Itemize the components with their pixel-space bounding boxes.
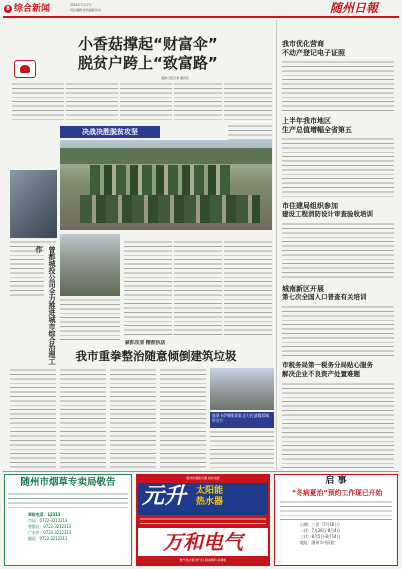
right-story5-body: [282, 382, 394, 468]
page-number-badge: 8: [4, 5, 12, 13]
right-story3-body: [282, 222, 394, 280]
lead-byline: 随州日报记者 通讯员: [161, 76, 189, 80]
city-governance-photo: [60, 234, 120, 296]
section-title: 综合新闻: [14, 4, 51, 14]
lead-photo: [60, 140, 272, 230]
mid-photo-caption-box: 凯莱卡萨摄影团队全力打造精彩城市名片: [210, 412, 274, 428]
phone-line-4: 广水市：0722-3212313: [28, 530, 72, 535]
appliance-ad-top: 随州市最新优惠 热线电话: [186, 476, 220, 480]
right-story4-subhead: 第七次全国人口普查有关培训: [282, 293, 367, 301]
campaign-tag-bar: 决战决胜脱贫攻坚: [60, 126, 160, 138]
brand-wanhe-products: 燃气热水器 燃气灶 吸油烟机 消毒柜: [179, 558, 227, 562]
tobacco-ad-title: 随州市烟草专卖局敬告: [20, 477, 116, 488]
mid-kicker: 紧抓攻坚 精准执法: [124, 340, 166, 346]
schedule-line-4: 地址：随州市中医院: [300, 540, 335, 545]
lead-body-col3: [120, 82, 172, 122]
mid-headline: 我市重拳整治随意倾倒建筑垃圾: [75, 349, 237, 363]
mid-photo-caption-body: [210, 430, 274, 468]
right-story2-headline: 上半年我市地区: [282, 117, 331, 125]
lead-body-col5: [224, 82, 272, 122]
mid-body-col4: [160, 368, 206, 468]
mid-body-col3: [110, 368, 156, 468]
mid-story-col1: [124, 240, 172, 338]
notice-ad: [274, 474, 398, 566]
right-column-divider: [276, 20, 277, 470]
photo-caption-block: [60, 298, 120, 340]
tobacco-ad-body: [8, 492, 128, 510]
brand-yuansheng-product: 太阳能 热水器: [196, 486, 224, 507]
editor-credits: 责任编辑 美术编辑 校对: [70, 8, 102, 12]
phone-line-2: 市局：0722-3212313: [28, 518, 68, 523]
right-story2-body: [282, 137, 394, 197]
mid-photo: [210, 368, 274, 410]
phone-line-3: 曾都区：0722-3212313: [28, 524, 72, 529]
mid-body-col2: [60, 368, 106, 468]
right-story5-headline: 市税务局第一税务分局贴心服务: [282, 361, 373, 369]
mid-body-col1: [10, 368, 56, 468]
left-story-photo: [10, 170, 57, 238]
lead-body-col4: [174, 82, 222, 122]
masthead-rule: [3, 16, 399, 18]
brand-wanhe: 万和电气: [163, 530, 243, 554]
appliance-ad-mid-info: [140, 517, 266, 527]
right-story4-body: [282, 305, 394, 357]
poverty-campaign-emblem: [14, 60, 36, 78]
right-story3-headline: 市住建局组织参加: [282, 202, 338, 210]
vertical-headline: 曾都城投公司全力推进城市综合治理工作: [35, 246, 56, 365]
mid-story-col2: [174, 240, 222, 338]
right-story4-headline: 城南新区开展: [282, 285, 324, 293]
paper-logo: 随州日報: [330, 1, 379, 15]
ad-area-top-rule: [3, 471, 399, 472]
right-story5-subhead: 解决企业不良资产处置难题: [282, 370, 360, 378]
schedule-line-2: 二伏：7月26日-8月4日: [300, 528, 341, 533]
schedule-line-1: 日期：三伏（7月16日）: [300, 522, 342, 527]
lead-body-col2: [66, 82, 118, 122]
right-story1-body: [282, 60, 394, 112]
notice-ad-title: 启 事: [325, 476, 347, 486]
right-story1-subhead: 不动产登记电子证照: [282, 49, 345, 57]
lead-body-col1: [12, 82, 64, 122]
issue-date: 2024年7月17日: [70, 3, 92, 7]
notice-ad-body: [280, 500, 392, 520]
phone-line-1: 举报电话：12313: [28, 512, 61, 517]
lead-headline-line2: 脱贫户跨上“致富路”: [78, 54, 218, 72]
mid-story-col3: [224, 240, 272, 338]
phone-line-5: 随县：0722-3212313: [28, 536, 68, 541]
tobacco-ad-phones: [28, 512, 128, 542]
right-story1-headline: 我市优化营商: [282, 40, 324, 48]
notice-ad-headline: “冬病夏治”预约工作现已开始: [291, 489, 383, 497]
brand-yuansheng: 元升: [142, 484, 187, 509]
right-story2-subhead: 生产总值增幅全省第五: [282, 126, 352, 134]
lead-headline-line1: 小香菇撑起“财富伞”: [78, 35, 218, 53]
schedule-line-3: 三伏：8月5日-8月14日: [300, 534, 341, 539]
notice-ad-schedule: [300, 522, 396, 546]
right-story3-subhead: 建设工程消防设计审查验收培训: [282, 210, 373, 218]
